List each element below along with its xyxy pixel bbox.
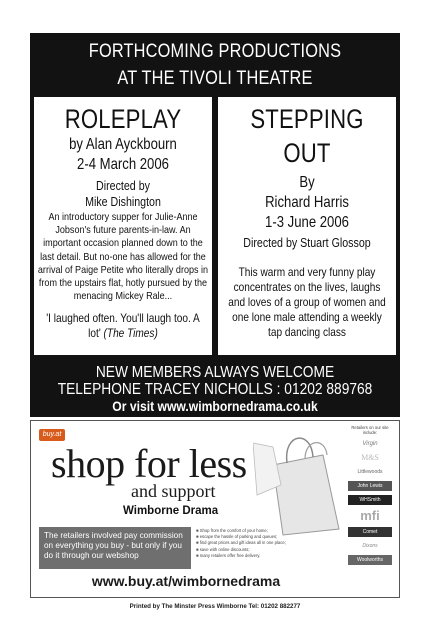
stepping-title-line-1: STEPPING [250, 104, 364, 134]
stepping-out-column [218, 97, 396, 355]
banner-line-1: FORTHCOMING PRODUCTIONS [88, 41, 342, 62]
benefit-item: ■ escape the hassle of parking and queues; [196, 534, 336, 540]
header-banner [30, 33, 400, 97]
buy-at-logo: buy.at [39, 429, 65, 441]
retailer-logo-woolworths: Woolworths [348, 555, 392, 565]
shopping-bag-icon [253, 425, 345, 537]
stepping-by: By [299, 174, 315, 191]
membership-band [30, 359, 400, 417]
stepping-dates: 1-3 June 2006 [265, 214, 349, 231]
retailer-logo-virgin: Virgin [362, 441, 378, 447]
roleplay-quote: 'I laughed often. You'll laugh too. A lot' [46, 311, 200, 341]
roleplay-directed-label: Directed by [96, 178, 150, 193]
benefit-item: ■ find great prices and gift ideas all in one place; [196, 540, 336, 546]
printer-credit: Printed by The Minster Press Wimborne Tel: 01202 882277 [129, 603, 301, 610]
retailer-logo-whsmith: WHSmith [348, 495, 392, 505]
retailer-logo-mfi: mfi [360, 508, 380, 523]
webshop-url: www.buy.at/wimbornedrama [91, 573, 281, 589]
roleplay-column [34, 97, 212, 355]
benefit-item: ■ save with online discounts; [196, 547, 336, 553]
telephone-line: TELEPHONE TRACEY NICHOLLS : 01202 889768 [57, 381, 373, 398]
retailers-heading: Retailers on our site include: [351, 425, 389, 435]
banner-line-2: AT THE TIVOLI THEATRE [117, 68, 313, 89]
retailer-logo-john-lewis: John Lewis [348, 481, 392, 491]
welcome-line: NEW MEMBERS ALWAYS WELCOME [95, 364, 335, 381]
stepping-author: Richard Harris [265, 194, 349, 211]
benefits-list [196, 528, 336, 559]
shop-for-less-headline: shop for less [51, 441, 247, 486]
stepping-director: Directed by Stuart Glossop [243, 235, 371, 250]
roleplay-director: Mike Dishington [85, 194, 161, 209]
retailer-logo-littlewoods: Littlewoods [357, 469, 383, 475]
commission-note: The retailers involved pay commission on everything you buy - but only if you do it through our webshop [39, 527, 191, 569]
roleplay-title: ROLEPLAY [64, 104, 182, 134]
and-support-text: and support [131, 481, 216, 501]
wimborne-drama-label: Wimborne Drama [123, 505, 219, 517]
website-line: Or visit www.wimbornedrama.co.uk [112, 399, 318, 414]
roleplay-dates: 2-4 March 2006 [77, 156, 169, 173]
retailers-panel [345, 425, 395, 595]
stepping-description: This warm and very funny play concentrates on the lives, laughs and loves of a group of women and one lone male attending a weekly tap dancing class [228, 265, 386, 339]
retailer-logo-comet: Comet [348, 527, 392, 537]
benefit-item: ■ Shop from the comfort of your home; [196, 528, 336, 534]
roleplay-quote-block [42, 311, 205, 341]
roleplay-author: by Alan Ayckbourn [69, 136, 177, 153]
retailer-logo-dixons: Dixons [362, 543, 378, 549]
productions-frame [30, 97, 400, 359]
stepping-title-line-2: OUT [283, 138, 331, 168]
benefit-item: ■ many retailers offer free delivery. [196, 553, 336, 559]
roleplay-quote-source: (The Times) [103, 326, 158, 341]
shop-for-less-advert [30, 420, 400, 598]
roleplay-description: An introductory supper for Julie-Anne Jobson's future parents-in-law. An important occasion planned down to the last detail. But no-one has allowed for the arrival of Paige Petite who literally drops in from the upstairs flat, hotly pursued by the menacing Mickey Rale... [37, 211, 209, 303]
retailer-logo-ms: M&S [361, 453, 379, 462]
